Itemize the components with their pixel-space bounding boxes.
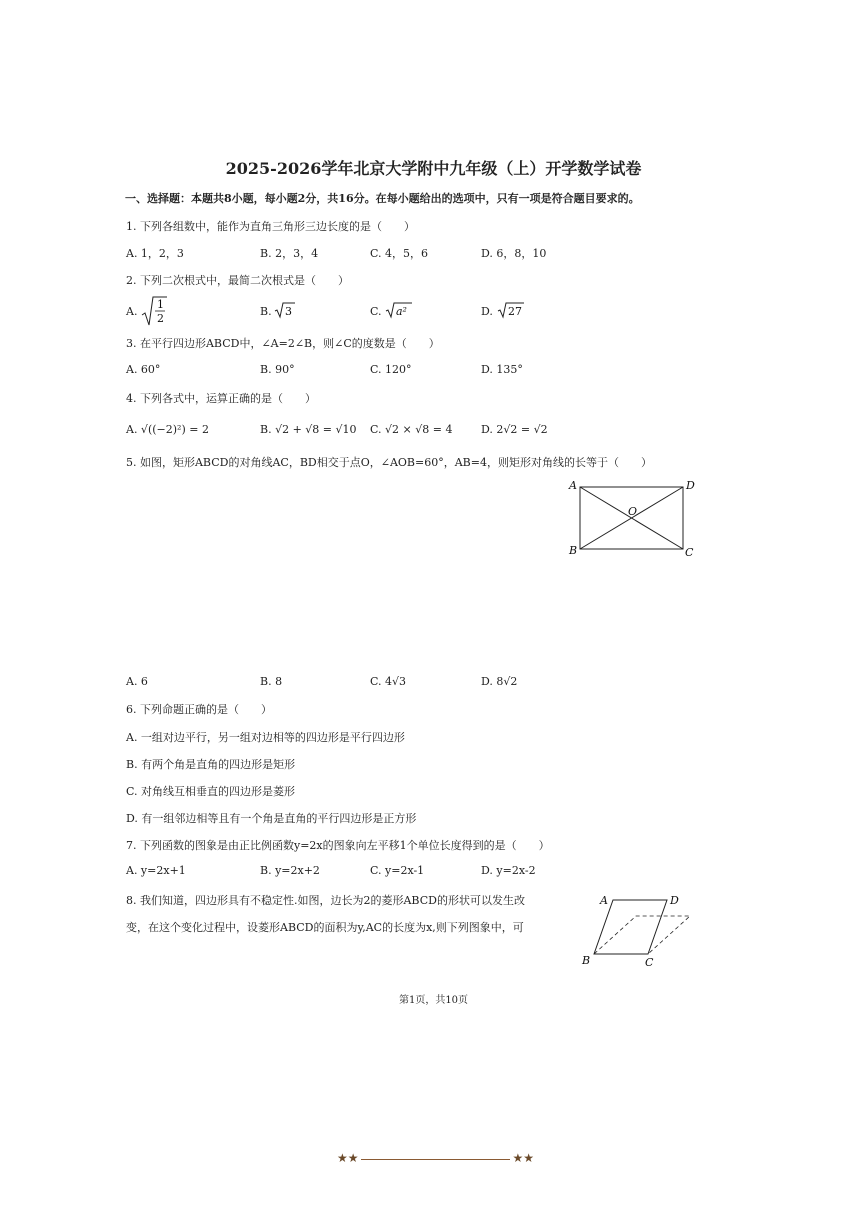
q2-radical-d [496, 300, 526, 320]
q2-radical-a [140, 295, 168, 327]
q7-option-d: D. y=2x-2 [481, 864, 536, 877]
question-6-stem: 6. 下列命题正确的是（ ） [126, 703, 272, 716]
q2-option-a: A. [126, 305, 138, 318]
question-5-stem: 5. 如图，矩形ABCD的对角线AC，BD相交于点O，∠AOB=60°，AB=4，则矩形对角线的长等于（ ） [126, 456, 652, 469]
q4-option-c: C. √2 × √8 = 4 [370, 423, 453, 436]
question-4-stem: 4. 下列各式中，运算正确的是（ ） [126, 392, 316, 405]
q1-option-a: A. 1，2，3 [126, 247, 184, 260]
q2-option-b: B. [260, 305, 272, 318]
question-7-stem: 7. 下列函数的图象是由正比例函数y=2x的图象向左平移1个单位长度得到的是（ ） [126, 839, 550, 852]
q7-option-b: B. y=2x+2 [260, 864, 320, 877]
q7-option-c: C. y=2x-1 [370, 864, 425, 877]
page-footer: 第1页，共10页 [398, 995, 469, 1006]
q3-option-d: D. 135° [481, 363, 523, 376]
section-heading: 一、选择题：本题共8小题，每小题2分，共16分。在每小题给出的选项中，只有一项是符合题目要求的。 [125, 192, 640, 205]
q1-option-c: C. 4，5，6 [370, 247, 429, 260]
star-icon: ★★ [512, 1151, 534, 1165]
q6-option-d: D. 有一组邻边相等且有一个角是直角的平行四边形是正方形 [126, 812, 417, 825]
label-o: O [628, 505, 638, 518]
label-c: C [645, 956, 654, 969]
page-title: 2025-2026学年北京大学附中九年级（上）开学数学试卷 [225, 159, 642, 178]
q4-option-a: A. √((−2)²) = 2 [126, 423, 209, 436]
q2-option-d: D. [481, 305, 493, 318]
q2-radicand-a-den: 2 [157, 312, 164, 325]
label-c: C [685, 546, 694, 559]
q3-option-a: A. 60° [126, 363, 161, 376]
q5-option-c: C. 4√3 [370, 675, 407, 688]
q7-option-a: A. y=2x+1 [126, 864, 186, 877]
question-3-stem: 3. 在平行四边形ABCD中，∠A=2∠B，则∠C的度数是（ ） [126, 337, 440, 350]
q1-option-d: D. 6，8，10 [481, 247, 547, 260]
q3-option-c: C. 120° [370, 363, 412, 376]
q6-option-b: B. 有两个角是直角的四边形是矩形 [126, 758, 296, 771]
q2-option-c: C. [370, 305, 382, 318]
label-a: A [600, 894, 608, 907]
rhombus-solid [594, 900, 667, 954]
rhombus-dashed [594, 916, 690, 954]
label-a: A [569, 479, 577, 492]
q6-option-a: A. 一组对边平行，另一组对边相等的四边形是平行四边形 [126, 731, 405, 744]
svg-text:a²: a² [396, 305, 407, 318]
q2-radical-b [273, 300, 297, 320]
q3-option-b: B. 90° [260, 363, 295, 376]
question-8-stem-line2: 变，在这个变化过程中，设菱形ABCD的面积为y,AC的长度为x,则下列图象中，可 [126, 921, 524, 934]
q8-rhombus-figure [576, 888, 696, 970]
label-d: D [670, 894, 679, 907]
q4-option-b: B. √2 + √8 = √10 [260, 423, 357, 436]
question-2-stem: 2. 下列二次根式中，最简二次根式是（ ） [126, 274, 349, 287]
q5-option-a: A. 6 [126, 675, 148, 688]
svg-text:27: 27 [508, 305, 522, 318]
label-d: D [686, 479, 695, 492]
star-icon: ★★ [337, 1151, 359, 1165]
q5-rectangle-figure [565, 476, 700, 561]
q6-option-c: C. 对角线互相垂直的四边形是菱形 [126, 785, 296, 798]
q4-option-d: D. 2√2 = √2 [481, 423, 548, 436]
q2-radical-c [384, 300, 414, 320]
footer-decoration [337, 1152, 534, 1168]
question-8-stem-line1: 8. 我们知道，四边形具有不稳定性.如图，边长为2的菱形ABCD的形状可以发生改 [126, 894, 525, 907]
q1-option-b: B. 2，3，4 [260, 247, 319, 260]
q5-option-d: D. 8√2 [481, 675, 518, 688]
svg-text:3: 3 [285, 305, 292, 318]
q2-radicand-a-num: 1 [157, 298, 164, 311]
label-b: B [582, 954, 591, 967]
question-1-stem: 1. 下列各组数中，能作为直角三角形三边长度的是（ ） [126, 220, 415, 233]
label-b: B [569, 544, 578, 557]
q5-option-b: B. 8 [260, 675, 283, 688]
divider [361, 1159, 510, 1160]
